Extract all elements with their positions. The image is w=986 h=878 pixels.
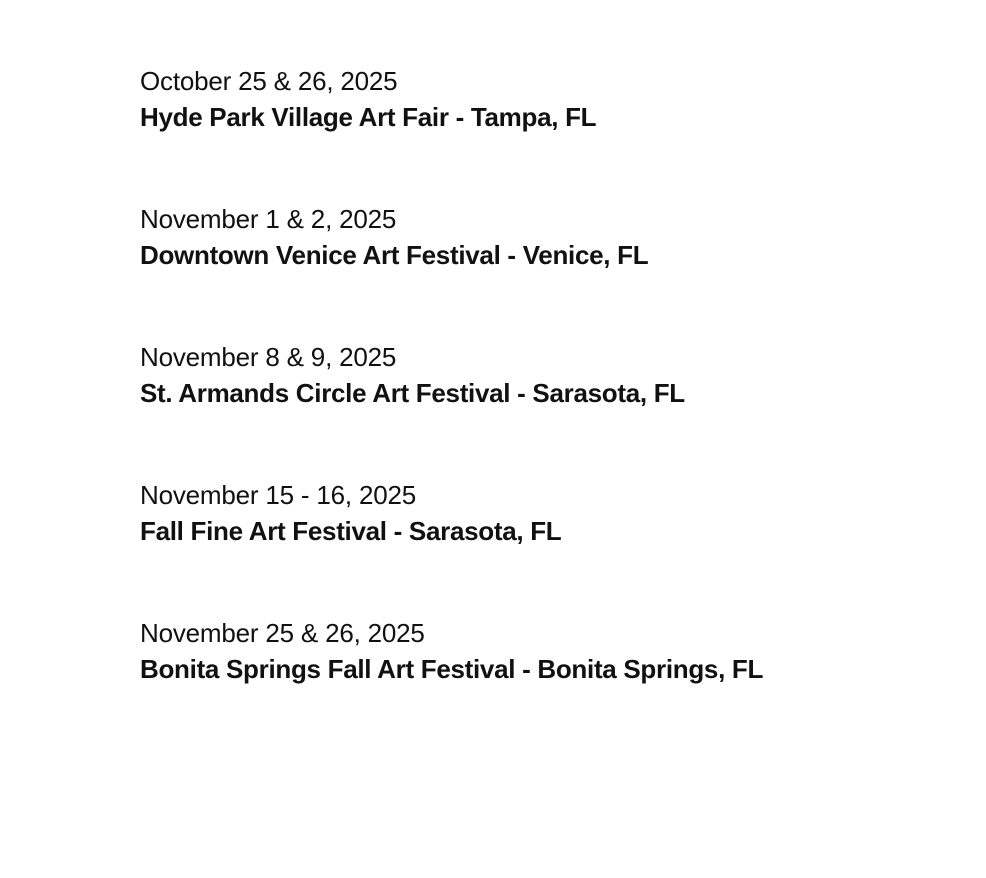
event-date: November 1 & 2, 2025 xyxy=(140,204,397,234)
event-item xyxy=(140,477,960,615)
event-date: November 8 & 9, 2025 xyxy=(140,342,397,372)
event-item xyxy=(140,615,960,753)
event-date: November 15 - 16, 2025 xyxy=(140,480,416,510)
event-date: November 25 & 26, 2025 xyxy=(140,618,425,648)
event-date: October 25 & 26, 2025 xyxy=(140,66,398,96)
event-list xyxy=(140,63,960,753)
event-item xyxy=(140,339,960,477)
event-name: St. Armands Circle Art Festival - Sarasota, FL xyxy=(140,378,685,408)
event-name: Downtown Venice Art Festival - Venice, FL xyxy=(140,240,649,270)
event-name: Bonita Springs Fall Art Festival - Bonita Springs, FL xyxy=(140,654,764,684)
event-item xyxy=(140,63,960,201)
event-name: Hyde Park Village Art Fair - Tampa, FL xyxy=(140,102,597,132)
event-item xyxy=(140,201,960,339)
event-name: Fall Fine Art Festival - Sarasota, FL xyxy=(140,516,562,546)
